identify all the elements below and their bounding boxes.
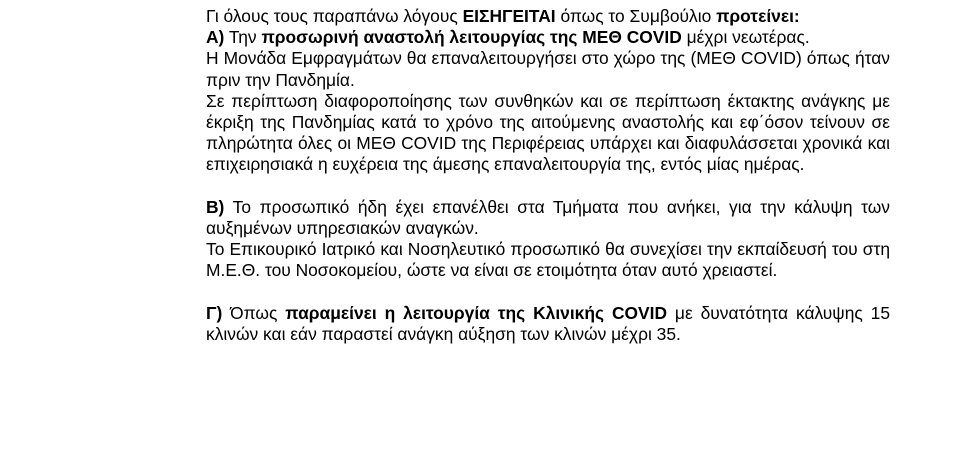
section-c-bold: παραμείνει η λειτουργία της Κλινικής COVID — [285, 302, 668, 323]
paragraph-gap — [206, 282, 890, 303]
section-a-marker: Α) — [206, 27, 225, 48]
document-body — [206, 6, 890, 345]
section-a-text-1: Την — [224, 27, 262, 48]
section-c-text-2: με δυνατότητα κάλυψης 15 κλινών και εάν παραστεί ανάγκη αύξηση των κλινών μέχρι 35. — [206, 302, 891, 345]
intro-text-2: όπως το Συμβούλιο — [555, 6, 717, 26]
section-c-text-1: Όπως — [222, 302, 286, 323]
intro-bold-recommends: ΕΙΣΗΓΕΙΤΑΙ — [462, 6, 556, 26]
section-b-marker: Β) — [206, 196, 225, 217]
paragraph-gap — [206, 176, 890, 197]
section-a-bold: προσωρινή αναστολή λειτουργίας της ΜΕΘ COVID — [261, 27, 682, 48]
section-c-marker: Γ) — [206, 302, 223, 323]
section-b-paragraph-1 — [206, 197, 890, 239]
section-c-paragraph — [206, 303, 890, 345]
section-b-text-1: Το προσωπικό ήδη έχει επανέλθει στα Τμήματα που ανήκει, για την κάλυψη των αυξημένων υπηρεσιακών αναγκών. — [206, 196, 890, 239]
section-a-text-2: μέχρι νεωτέρας. — [681, 27, 810, 48]
intro-paragraph — [206, 6, 890, 27]
intro-text-1: Γι όλους τους παραπάνω λόγους — [206, 6, 463, 26]
section-a-paragraph-2: Η Μονάδα Εμφραγμάτων θα επαναλειτουργήσει στο χώρο της (ΜΕΘ COVID) όπως ήταν πριν την Πανδημία. — [206, 48, 890, 90]
section-a-paragraph-3: Σε περίπτωση διαφοροποίησης των συνθηκών και σε περίπτωση έκτακτης ανάγκης με έκριξη της Πανδημίας κατά το χρόνο της αιτούμενης αναστολής και εφ΄όσον τείνουν σε πληρώτητα όλες οι ΜΕΘ COVID της Περιφέρειας υπάρχει και διαφυλάσσεται χρονικά και επιχειρησιακά η ευχέρεια της άμεσης επαναλειτουργία της, εντός μίας ημέρας. — [206, 90, 890, 175]
section-a-paragraph-1 — [206, 27, 890, 48]
section-b-paragraph-2: Το Επικουρικό Ιατρικό και Νοσηλευτικό προσωπικό θα συνεχίσει την εκπαίδευσή του στη Μ.Ε.Θ. του Νοσοκομείου, ώστε να είναι σε ετοιμότητα όταν αυτό χρειαστεί. — [206, 239, 890, 281]
intro-bold-proposes: προτείνει: — [716, 6, 800, 26]
